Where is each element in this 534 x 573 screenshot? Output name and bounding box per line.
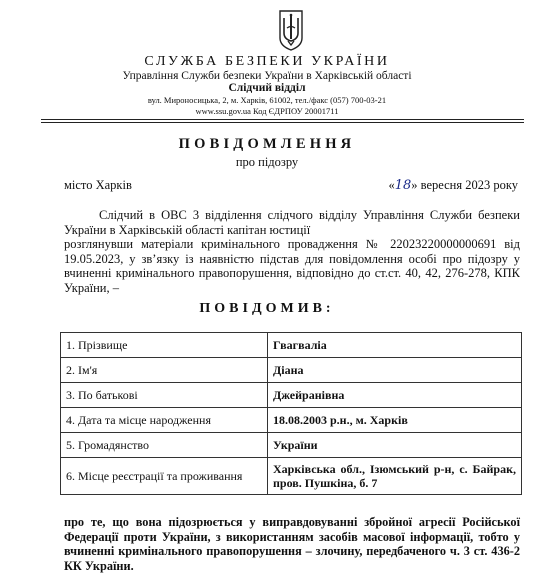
unit-name: Слідчий відділ [228, 82, 306, 94]
website-code-line: www.ssu.gov.ua Код ЄДРПОУ 20001711 [195, 106, 339, 116]
investigator-intro: Слідчий в ОВС 3 відділення слідчого відділу Управління Служби безпеки України в Харківській області капітан юстиції [64, 208, 520, 237]
header-divider-thin [41, 122, 524, 123]
city: місто Харків [64, 178, 132, 192]
table-row [61, 333, 522, 358]
trident-emblem-icon [277, 8, 305, 52]
row-value: Харківська обл., Ізюмський р-н, с. Байрак, пров. Пушкіна, б. 7 [268, 458, 522, 495]
document-date [388, 178, 518, 193]
notified-heading: ПОВІДОМИВ: [199, 301, 335, 316]
row-label: 4. Дата та місце народження [61, 408, 268, 433]
table-row [61, 358, 522, 383]
row-label: 3. По батькові [61, 383, 268, 408]
table-row [61, 458, 522, 495]
row-value: України [268, 433, 522, 458]
table-row [61, 383, 522, 408]
address-line: вул. Мироносицька, 2, м. Харків, 61002, тел./факс (057) 700-03-21 [147, 95, 387, 105]
row-label: 6. Місце реєстрації та проживання [61, 458, 268, 495]
row-value: Джейранівна [268, 383, 522, 408]
case-materials-paragraph: розглянувши матеріали кримінального провадження № 22023220000000691 від 19.05.2023, у зв’язку із наявністю підстав для повідомлення особі про підозру у вчиненні кримінального правопорушення, відповідно до ст.ст. 40, 42, 276-278, КПК України, – [64, 237, 520, 295]
table-row [61, 408, 522, 433]
row-label: 1. Прізвище [61, 333, 268, 358]
date-prefix: « [388, 178, 395, 192]
date-suffix: » вересня 2023 року [411, 178, 518, 192]
row-value: Гвагваліа [268, 333, 522, 358]
handwritten-day: 18 [394, 178, 412, 193]
row-value: Діана [268, 358, 522, 383]
document-title: ПОВІДОМЛЕННЯ [178, 136, 356, 152]
row-label: 2. Ім'я [61, 358, 268, 383]
document-subtitle: про підозру [235, 155, 299, 169]
header-divider [41, 119, 524, 120]
table-row [61, 433, 522, 458]
department-name: Управління Служби безпеки України в Харківській області [122, 70, 412, 82]
suspect-info-table [60, 332, 522, 495]
suspicion-paragraph: про те, що вона підозрюється у виправдовуванні збройної агресії Російської Федерації проти України, з використанням засобів масової інформації, тобто у вчиненні кримінального правопорушення – злочину, передбаченого ч. 3 ст. 436-2 КК України. [64, 515, 520, 573]
organization-name: СЛУЖБА БЕЗПЕКИ УКРАЇНИ [144, 54, 390, 69]
row-label: 5. Громадянство [61, 433, 268, 458]
row-value: 18.08.2003 р.н., м. Харків [268, 408, 522, 433]
